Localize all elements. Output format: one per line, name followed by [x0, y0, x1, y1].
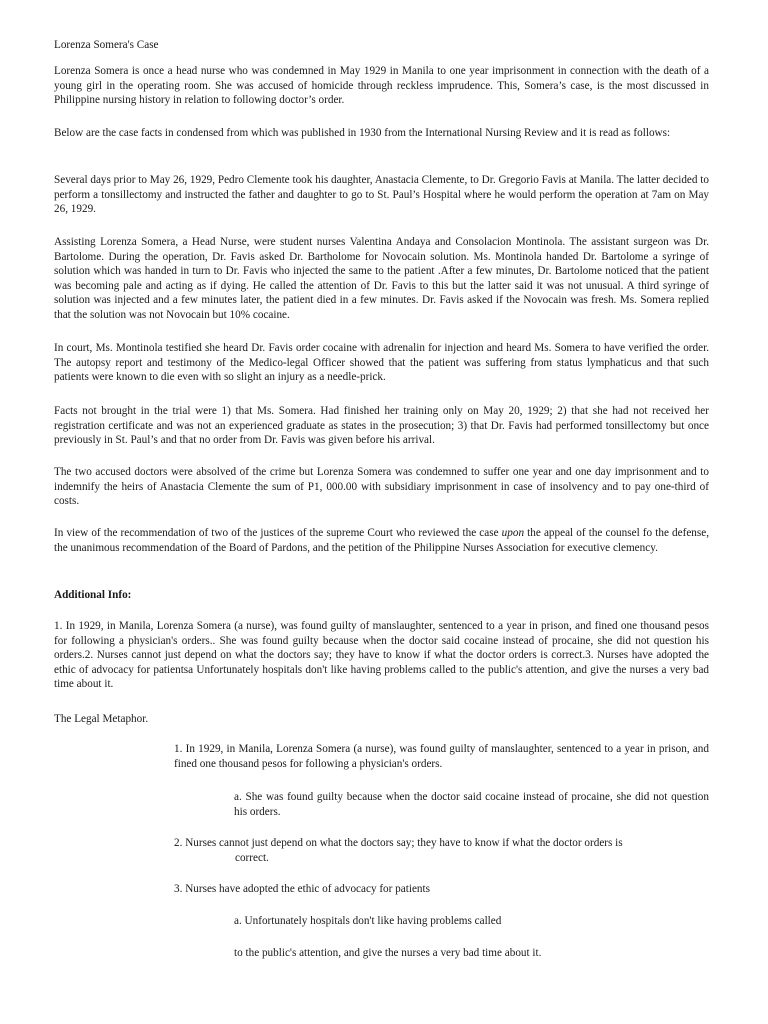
paragraph-clemency-part2: the appeal of the counsel fo the defense, the unanimous recommendation of the Board of Pardons, and the petition of the Philippine Nurses Association for executive clemency.	[54, 527, 709, 554]
legal-metaphor-heading: The Legal Metaphor.	[54, 713, 149, 725]
outline-item-2-line1: 2. Nurses cannot just depend on what the doctors say; they have to know if what the doctor orders is	[174, 837, 623, 849]
outline-item-1a: a. She was found guilty because when the doctor said cocaine instead of procaine, she did not question his orders.	[234, 791, 709, 818]
outline-item-1: 1. In 1929, in Manila, Lorenza Somera (a nurse), was found guilty of manslaughter, sentenced to a year in prison, and fined one thousand pesos for following a physician's orders.	[174, 743, 709, 770]
outline-item-2-line2: correct.	[235, 851, 269, 864]
paragraph-background: Several days prior to May 26, 1929, Pedro Clemente took his daughter, Anastacia Clemente, to Dr. Gregorio Favis at Manila. The latter decided to perform a tonsillectomy and instructed the father and daughter to go to St. Paul’s Hospital where he would perform the operation at 7am on May 26, 1929.	[54, 174, 709, 216]
paragraph-intro: Lorenza Somera is once a head nurse who was condemned in May 1929 in Manila to one year imprisonment in connection with the death of a young girl in the operating room. She was accused of homicide through reckless imprudence. This, Somera’s case, is the most discussed in Philippine nursing history in relation to following doctor’s order.	[54, 65, 709, 107]
paragraph-clemency-italic: upon	[501, 527, 525, 539]
additional-info-heading: Additional Info:	[54, 589, 132, 601]
paragraph-case-facts-intro: Below are the case facts in condensed from which was published in 1930 from the International Nursing Review and it is read as follows:	[54, 127, 671, 139]
paragraph-additional-info: 1. In 1929, in Manila, Lorenza Somera (a nurse), was found guilty of manslaughter, sentenced to a year in prison, and fined one thousand pesos for following a physician's orders.. She was found guilty because when the doctor said cocaine instead of procaine, she did not question his orders.2. Nurses cannot just depend on what the doctors say; they have to know if what the doctor orders is correct.3. Nurses have adopted the ethic of advocacy for patientsa Unfortunately hospitals don't like having problems called to the public's attention, and give the nurses a very bad time about it.	[54, 620, 709, 691]
paragraph-clemency	[54, 526, 709, 555]
outline-item-3: 3. Nurses have adopted the ethic of advocacy for patients	[174, 883, 430, 895]
outline-item-2	[174, 836, 709, 865]
paragraph-court: In court, Ms. Montinola testified she heard Dr. Favis order cocaine with adrenalin for injection and heard Ms. Somera to have verified the order. The autopsy report and testimony of the Medico-legal Officer showed that the patient was suffering from status lymphaticus and that such patients were known to die even with so slight an injury as a needle-prick.	[54, 342, 709, 384]
paragraph-facts-not-brought: Facts not brought in the trial were 1) that Ms. Somera. Had finished her training only on May 20, 1929; 2) that she had not received her registration certificate and was not an experienced graduate as states in the prosecution; 3) that Dr. Favis had performed tonsillectomy but once previously in St. Paul’s and that no order from Dr. Favis was given before his arrival.	[54, 405, 709, 447]
paragraph-operation: Assisting Lorenza Somera, a Head Nurse, were student nurses Valentina Andaya and Consolacion Montinola. The assistant surgeon was Dr. Bartolome. During the operation, Dr. Favis asked Dr. Bartholome for Novocain solution. Ms. Montinola handed Dr. Bartolome a syringe of solution which was handed in turn to Dr. Favis who injected the same to the patient .After a few minutes, Dr. Bartolome noticed that the patient was becoming pale and acting as if dying. He called the attention of Dr. Favis to this but the latter said it was not unusual. A third syringe of solution was injected and a few minutes later, the patient died in a few minutes. Dr. Favis asked if the Novocain was fresh. Ms. Somera replied that the solution was not Novocain but 10% cocaine.	[54, 236, 709, 321]
paragraph-clemency-part1: In view of the recommendation of two of the justices of the supreme Court who reviewed the case	[54, 527, 502, 539]
outline-item-3a-continuation: to the public's attention, and give the nurses a very bad time about it.	[234, 947, 542, 959]
document-title: Lorenza Somera's Case	[54, 39, 159, 51]
paragraph-verdict: The two accused doctors were absolved of the crime but Lorenza Somera was condemned to suffer one year and one day imprisonment and to indemnify the heirs of Anastacia Clemente the sum of P1, 000.00 with subsidiary imprisonment in case of insolvency and to pay one-third of costs.	[54, 466, 709, 508]
outline-item-3a: a. Unfortunately hospitals don't like having problems called	[234, 915, 502, 927]
